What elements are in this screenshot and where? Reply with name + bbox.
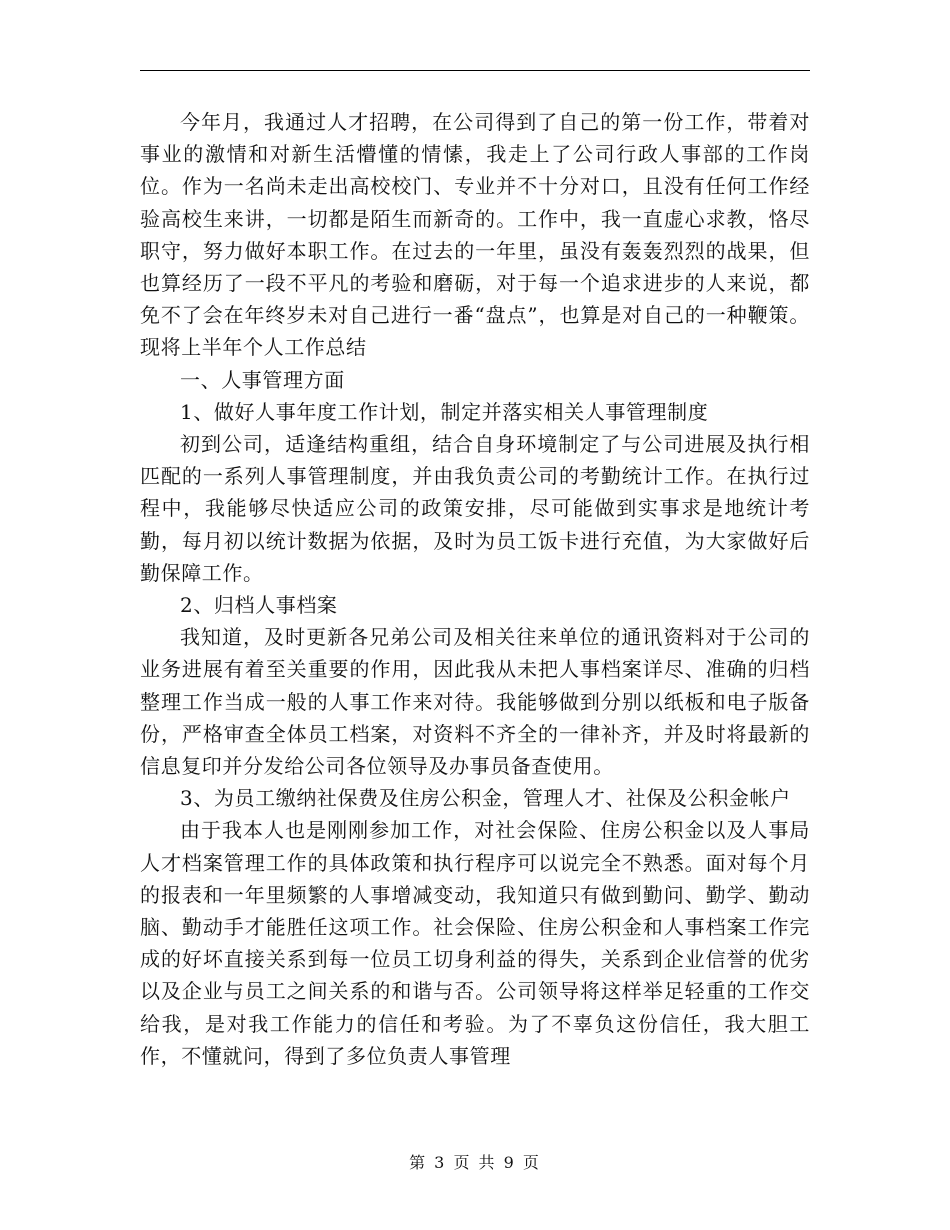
paragraph-1: 初到公司，适逢结构重组，结合自身环境制定了与公司进展及执行相匹配的一系列人事管理制度，并由我负责公司的考勤统计工作。在执行过程中，我能够尽快适应公司的政策安排，尽可能做到实事求是地统计考勤，每月初以统计数据为依据，及时为员工饭卡进行充值，为大家做好后勤保障工作。 — [140, 432, 810, 585]
subheading-2: 2、归档人事档案 — [180, 593, 338, 618]
header-rule — [140, 70, 810, 71]
paragraph-3: 由于我本人也是刚刚参加工作，对社会保险、住房公积金以及人事局人才档案管理工作的具体政策和执行程序可以说完全不熟悉。面对每个月的报表和一年里频繁的人事增减变动，我知道只有做到勤问、勤学、勤动脑、勤动手才能胜任这项工作。社会保险、住房公积金和人事档案工作完成的好坏直接关系到每一位员工切身利益的得失，关系到企业信誉的优劣以及企业与员工之间关系的和谐与否。公司领导将这样举足轻重的工作交给我，是对我工作能力的信任和考验。为了不辜负这份信任，我大胆工作，不懂就问，得到了多位负责人事管理 — [140, 818, 810, 1068]
page-number-footer: 第 3 页 共 9 页 — [409, 1153, 541, 1172]
section-heading-personnel: 一、人事管理方面 — [180, 367, 345, 392]
paragraph-2: 我知道，及时更新各兄弟公司及相关往来单位的通讯资料对于公司的业务进展有着至关重要的作用，因此我从未把人事档案详尽、准确的归档整理工作当成一般的人事工作来对待。我能够做到分别以纸板和电子版备份，严格审查全体员工档案，对资料不齐全的一律补齐，并及时将最新的信息复印并分发给公司各位领导及办事员备查使用。 — [140, 625, 810, 779]
subheading-1: 1、做好人事年度工作计划，制定并落实相关人事管理制度 — [180, 399, 709, 424]
subheading-3: 3、为员工缴纳社保费及住房公积金，管理人才、社保及公积金帐户 — [180, 786, 791, 811]
document-body — [140, 106, 810, 1072]
paragraph-intro: 今年月，我通过人才招聘，在公司得到了自己的第一份工作，带着对事业的激情和对新生活懵懂的情愫，我走上了公司行政人事部的工作岗位。作为一名尚未走出高校校门、专业并不十分对口，且没有任何工作经验高校生来讲，一切都是陌生而新奇的。工作中，我一直虚心求教，恪尽职守，努力做好本职工作。在过去的一年里，虽没有轰轰烈烈的战果，但也算经历了一段不平凡的考验和磨砺，对于每一个追求进步的人来说，都免不了会在年终岁未对自己进行一番“盘点”，也算是对自己的一种鞭策。现将上半年个人工作总结 — [140, 110, 810, 360]
